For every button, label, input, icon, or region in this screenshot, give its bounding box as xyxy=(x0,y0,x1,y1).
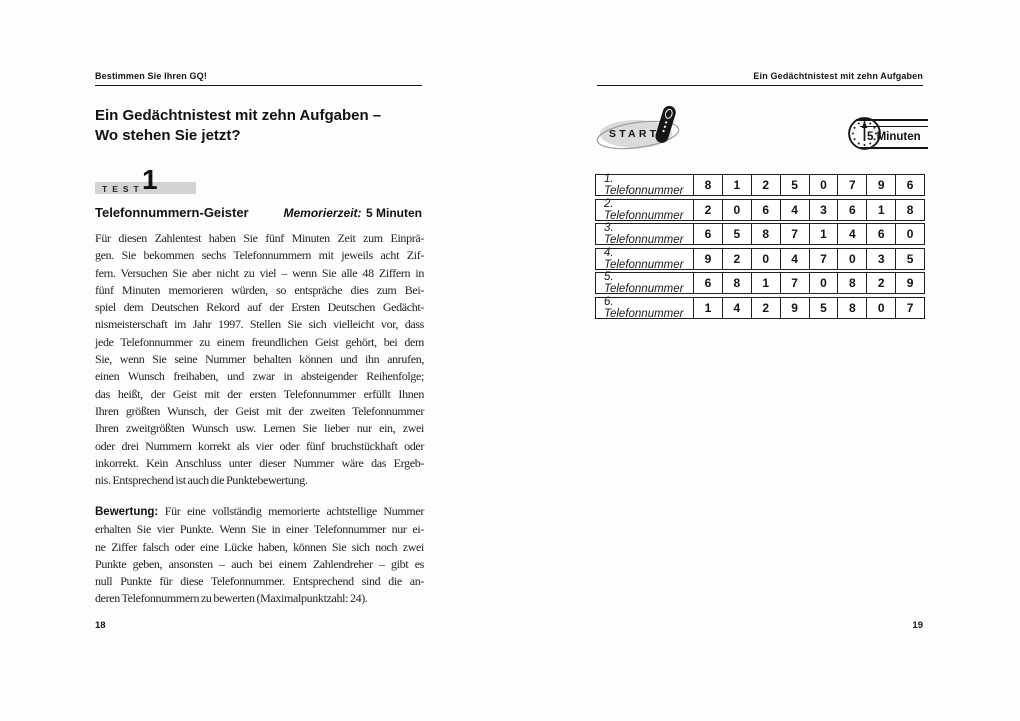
text-line: deren Telefonnummern zu bewerten (Maximalpunktzahl: 24). xyxy=(95,591,368,606)
digit-cell: 1 xyxy=(722,175,751,195)
digit-cell: 1 xyxy=(866,200,895,220)
timer-banner-box xyxy=(860,126,928,149)
digit-cell: 9 xyxy=(693,249,722,269)
section-heading: Telefonnummern-Geister xyxy=(95,205,249,220)
test-badge-number: 1 xyxy=(142,164,158,195)
table-row xyxy=(595,174,925,196)
chapter-title-line2: Wo stehen Sie jetzt? xyxy=(95,126,241,144)
digit-cell: 7 xyxy=(780,273,809,293)
text-line: Sie, wenn Sie seine Nummer behalten können und ihn anrufen, xyxy=(95,352,424,367)
digit-cell: 2 xyxy=(722,249,751,269)
body-paragraph xyxy=(95,230,424,489)
digit-cell: 4 xyxy=(780,249,809,269)
digit-cell: 8 xyxy=(837,298,866,318)
text-line: Für diesen Zahlentest haben Sie fünf Minuten Zeit zum Einprä- xyxy=(95,231,424,245)
text-line: null Punkte für diese Telefonnummer. Entsprechend sind die an- xyxy=(95,574,424,589)
table-row xyxy=(595,199,925,221)
digit-cell: 4 xyxy=(722,298,751,318)
digit-cell: 6 xyxy=(866,224,895,244)
chapter-title-line1: Ein Gedächtnistest mit zehn Aufgaben – xyxy=(95,107,382,124)
digit-cell: 3 xyxy=(809,200,838,220)
digit-cell: 6 xyxy=(693,224,722,244)
paragraph-label: Bewertung: xyxy=(95,506,159,518)
digit-cell: 9 xyxy=(780,298,809,318)
digit-cell: 6 xyxy=(895,175,924,195)
digit-cell: 8 xyxy=(837,273,866,293)
digit-cell: 8 xyxy=(751,224,780,244)
row-label: 4. Telefonnummer xyxy=(604,246,684,271)
digit-cell: 5 xyxy=(780,175,809,195)
right-header-rule xyxy=(597,85,923,86)
digit-cell: 5 xyxy=(809,298,838,318)
digit-cell: 6 xyxy=(837,200,866,220)
memorize-time xyxy=(284,204,422,222)
digit-cell: 9 xyxy=(895,273,924,293)
text-line: jede Telefonnummer zu einem freundlichen Geist gehört, bei dem xyxy=(95,334,424,349)
text-line: spiel dem Deutschen Rekord auf der Ersten Deutschen Gedächt- xyxy=(95,300,424,315)
digit-cell: 8 xyxy=(693,175,722,195)
timer-banner xyxy=(860,119,928,149)
digit-cell: 2 xyxy=(751,175,780,195)
digit-cell: 6 xyxy=(751,200,780,220)
digit-cell: 5 xyxy=(895,249,924,269)
table-row xyxy=(595,272,925,294)
left-running-head: Bestimmen Sie Ihren GQ! xyxy=(95,71,207,81)
section-heading-row xyxy=(95,204,422,222)
text-line: nismeisterschaft im Jahr 1997. Stellen Sie sich vielleicht vor, dass xyxy=(95,317,424,332)
start-badge-label: START xyxy=(609,128,660,140)
digit-cell: 1 xyxy=(751,273,780,293)
row-label: 2. Telefonnummer xyxy=(604,197,684,222)
text-line: fern. Versuchen Sie aber nicht zu viel – wenn Sie alle 48 Ziffern in xyxy=(95,265,424,280)
row-label: 5. Telefonnummer xyxy=(604,271,684,295)
digit-cell: 2 xyxy=(866,273,895,293)
digit-cell: 0 xyxy=(751,249,780,269)
table-row xyxy=(595,297,925,319)
right-page-number: 19 xyxy=(912,620,923,631)
digit-cell: 2 xyxy=(693,200,722,220)
right-running-head: Ein Gedächtnistest mit zehn Aufgaben xyxy=(753,71,923,81)
digit-cell: 8 xyxy=(722,273,751,293)
digit-cell: 2 xyxy=(751,298,780,318)
text-line: Ihren zweitgrößten Wunsch usw. Lernen Sie lieber nur ein, zwei xyxy=(95,421,424,436)
digit-cell: 5 xyxy=(722,224,751,244)
digit-cell: 0 xyxy=(722,200,751,220)
memorize-time-value: 5 Minuten xyxy=(366,206,422,220)
text-line: einen Wunsch freihaben, und zwar in absteigender Reihenfolge; xyxy=(95,369,424,384)
digit-cell: 0 xyxy=(837,249,866,269)
digit-cell: 9 xyxy=(866,175,895,195)
memory-table xyxy=(595,174,925,321)
text-line: das heißt, der Geist mit der ersten Telefonnummer erfüllt Ihnen xyxy=(95,386,424,401)
chapter-title xyxy=(95,106,435,145)
digit-cell: 1 xyxy=(693,298,722,318)
left-page-number: 18 xyxy=(95,620,106,631)
digit-cell: 1 xyxy=(809,224,838,244)
row-label: 1. Telefonnummer xyxy=(604,173,684,197)
digit-cell: 7 xyxy=(837,175,866,195)
table-row xyxy=(595,223,925,245)
bewertung-paragraph xyxy=(95,503,424,608)
text-line: oder drei Nummern korrekt als vier oder fünf bruchstückhaft oder xyxy=(95,438,424,453)
text-line: gen. Sie bekommen sechs Telefonnummern mit jeweils acht Zif- xyxy=(95,248,424,263)
digit-cell: 7 xyxy=(895,298,924,318)
text-line: Bewertung: Für eine vollständig memorierte achtstellige Nummer xyxy=(95,504,424,518)
memorize-time-label: Memorierzeit: xyxy=(283,206,362,220)
digit-cell: 4 xyxy=(837,224,866,244)
digit-cell: 0 xyxy=(809,175,838,195)
test-badge-label: TEST xyxy=(102,184,144,194)
digit-cell: 4 xyxy=(780,200,809,220)
timer-label: 5 Minuten xyxy=(867,130,921,143)
digit-cell: 3 xyxy=(866,249,895,269)
row-label: 3. Telefonnummer xyxy=(604,222,684,246)
digit-cell: 7 xyxy=(780,224,809,244)
digit-cell: 0 xyxy=(866,298,895,318)
digit-cell: 7 xyxy=(809,249,838,269)
digit-cell: 6 xyxy=(693,273,722,293)
left-header-rule xyxy=(95,85,422,86)
text-line: fünf Minuten memorieren würden, so entspräche dies zum Bei- xyxy=(95,282,424,297)
text-line: Ihren größten Wunsch, der Geist mit der zweiten Telefonnummer xyxy=(95,403,424,418)
text-line: ne Ziffer falsch oder eine Lücke haben, können Sie sich noch zwei xyxy=(95,539,424,554)
table-row xyxy=(595,248,925,270)
digit-cell: 0 xyxy=(895,224,924,244)
digit-cell: 8 xyxy=(895,200,924,220)
text-line: erhalten Sie vier Punkte. Wenn Sie in einer Telefonnummer nur ei- xyxy=(95,522,424,537)
text-line: inkorrekt. Kein Anschluss unter dieser Nummer wäre das Ergeb- xyxy=(95,455,424,470)
digit-cell: 0 xyxy=(809,273,838,293)
text-line: nis. Entsprechend ist auch die Punktebewertung. xyxy=(95,473,308,488)
row-label: 6. Telefonnummer xyxy=(604,295,684,320)
text-line: Punkte geben, ansonsten – auch bei einem Zahlendreher – gibt es xyxy=(95,556,424,571)
timer-banner-top-line xyxy=(856,119,928,121)
